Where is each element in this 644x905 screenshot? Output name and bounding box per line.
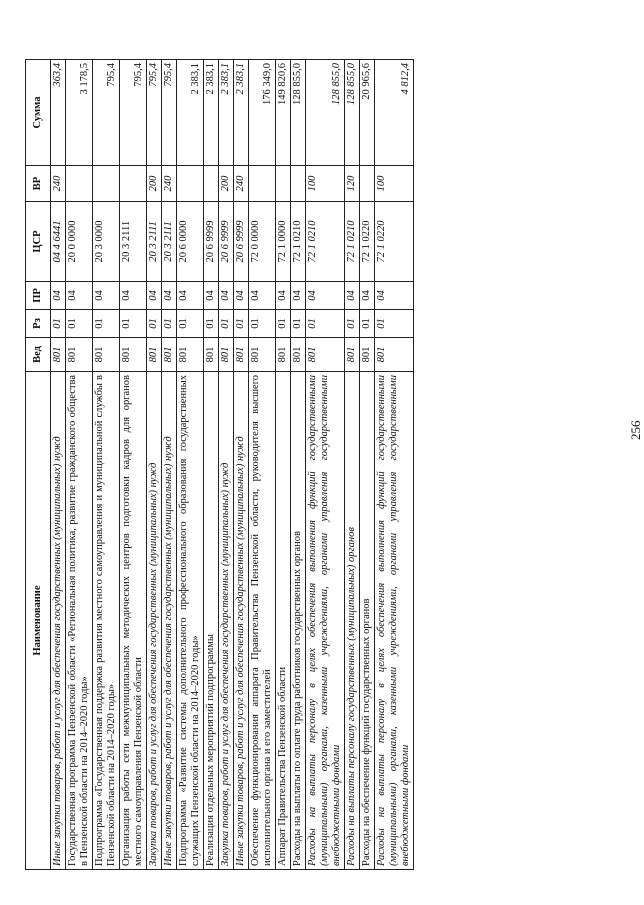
cell-csr: 72 1 0000 xyxy=(276,202,291,282)
cell-vr xyxy=(93,166,120,202)
cell-rz: 01 xyxy=(93,310,120,338)
cell-csr: 20 6 0000 xyxy=(177,202,204,282)
table-row xyxy=(66,60,93,870)
cell-name: Организация работы сети межмуниципальных методических центров подготовки кадров для органов местного самоуправления Пензенской области xyxy=(120,372,147,870)
cell-vr: 100 xyxy=(375,166,414,202)
table-row xyxy=(249,60,276,870)
cell-rz: 01 xyxy=(360,310,375,338)
cell-sum: 128 855,0 xyxy=(345,60,360,166)
cell-sum: 795,4 xyxy=(93,60,120,166)
cell-csr: 72 0 0000 xyxy=(249,202,276,282)
cell-rz: 01 xyxy=(234,310,249,338)
table-row xyxy=(306,60,345,870)
budget-table-container xyxy=(25,60,560,870)
cell-pr: 04 xyxy=(291,282,306,310)
cell-sum: 2 383,1 xyxy=(177,60,204,166)
cell-name: Подпрограмма «Государственная поддержка развития местного самоуправления и муниципальной службы в Пензенской области на 2014–2020 годы» xyxy=(93,372,120,870)
cell-csr: 20 3 2111 xyxy=(162,202,177,282)
table-row xyxy=(345,60,360,870)
cell-name: Аппарат Правительства Пензенской области xyxy=(276,372,291,870)
cell-ved: 801 xyxy=(147,338,162,372)
cell-sum: 795,4 xyxy=(162,60,177,166)
cell-ved: 801 xyxy=(375,338,414,372)
cell-pr: 04 xyxy=(360,282,375,310)
cell-rz: 01 xyxy=(147,310,162,338)
cell-ved: 801 xyxy=(276,338,291,372)
cell-pr: 04 xyxy=(66,282,93,310)
cell-name: Обеспечение функционирования аппарата Правительства Пензенской области, руководителя высшего исполнительного органа и его заместителей xyxy=(249,372,276,870)
cell-ved: 801 xyxy=(219,338,234,372)
cell-vr xyxy=(249,166,276,202)
cell-csr: 04 4 6441 xyxy=(51,202,66,282)
cell-pr: 04 xyxy=(249,282,276,310)
cell-ved: 801 xyxy=(51,338,66,372)
header-ved: Вед xyxy=(26,338,51,372)
cell-csr: 20 3 2111 xyxy=(147,202,162,282)
table-row xyxy=(234,60,249,870)
cell-rz: 01 xyxy=(219,310,234,338)
table-row xyxy=(93,60,120,870)
cell-pr: 04 xyxy=(204,282,219,310)
cell-sum: 176 349,0 xyxy=(249,60,276,166)
cell-sum: 2 383,1 xyxy=(234,60,249,166)
cell-rz: 01 xyxy=(120,310,147,338)
cell-ved: 801 xyxy=(291,338,306,372)
cell-sum: 149 820,6 xyxy=(276,60,291,166)
cell-name: Закупка товаров, работ и услуг для обеспечения государственных (муниципальных) нужд xyxy=(147,372,162,870)
cell-ved: 801 xyxy=(66,338,93,372)
cell-vr xyxy=(291,166,306,202)
cell-vr xyxy=(360,166,375,202)
cell-rz: 01 xyxy=(204,310,219,338)
table-row xyxy=(162,60,177,870)
table-header-row xyxy=(26,60,51,870)
budget-table xyxy=(25,59,414,870)
cell-vr xyxy=(276,166,291,202)
cell-pr: 04 xyxy=(345,282,360,310)
cell-csr: 20 6 9999 xyxy=(234,202,249,282)
cell-vr: 240 xyxy=(162,166,177,202)
cell-rz: 01 xyxy=(345,310,360,338)
cell-ved: 801 xyxy=(162,338,177,372)
cell-csr: 72 1 0210 xyxy=(345,202,360,282)
table-row xyxy=(276,60,291,870)
cell-sum: 20 965,6 xyxy=(360,60,375,166)
cell-ved: 801 xyxy=(234,338,249,372)
cell-ved: 801 xyxy=(306,338,345,372)
cell-csr: 20 6 9999 xyxy=(219,202,234,282)
cell-sum: 2 383,1 xyxy=(219,60,234,166)
cell-vr: 240 xyxy=(51,166,66,202)
cell-ved: 801 xyxy=(177,338,204,372)
cell-rz: 01 xyxy=(249,310,276,338)
cell-ved: 801 xyxy=(120,338,147,372)
cell-vr xyxy=(177,166,204,202)
cell-ved: 801 xyxy=(204,338,219,372)
cell-rz: 01 xyxy=(276,310,291,338)
cell-vr xyxy=(66,166,93,202)
cell-pr: 04 xyxy=(219,282,234,310)
cell-sum: 363,4 xyxy=(51,60,66,166)
cell-pr: 04 xyxy=(306,282,345,310)
cell-name: Расходы на обеспечение функций государственных органов xyxy=(360,372,375,870)
cell-ved: 801 xyxy=(345,338,360,372)
cell-name: Закупка товаров, работ и услуг для обеспечения государственных (муниципальных) нужд xyxy=(219,372,234,870)
table-row xyxy=(375,60,414,870)
cell-csr: 20 3 2111 xyxy=(120,202,147,282)
cell-rz: 01 xyxy=(66,310,93,338)
cell-csr: 72 1 0220 xyxy=(360,202,375,282)
cell-csr: 20 6 9999 xyxy=(204,202,219,282)
cell-name: Реализация отдельных мероприятий подпрограммы xyxy=(204,372,219,870)
cell-csr: 72 1 0210 xyxy=(291,202,306,282)
cell-vr: 240 xyxy=(234,166,249,202)
header-rz: Рз xyxy=(26,310,51,338)
cell-csr: 20 0 0000 xyxy=(66,202,93,282)
cell-rz: 01 xyxy=(51,310,66,338)
cell-pr: 04 xyxy=(177,282,204,310)
header-csr: ЦСР xyxy=(26,202,51,282)
table-row xyxy=(360,60,375,870)
cell-ved: 801 xyxy=(249,338,276,372)
table-row xyxy=(147,60,162,870)
cell-vr xyxy=(120,166,147,202)
table-row xyxy=(219,60,234,870)
cell-rz: 01 xyxy=(291,310,306,338)
cell-rz: 01 xyxy=(375,310,414,338)
cell-sum: 795,4 xyxy=(147,60,162,166)
header-vr: ВР xyxy=(26,166,51,202)
cell-vr: 200 xyxy=(219,166,234,202)
table-row xyxy=(120,60,147,870)
cell-name: Государственная программа Пензенской области «Региональная политика, развитие гражданского общества в Пензенской области на 2014–2020 годы» xyxy=(66,372,93,870)
page-number: 256 xyxy=(628,420,643,440)
cell-rz: 01 xyxy=(177,310,204,338)
cell-sum: 2 383,1 xyxy=(204,60,219,166)
cell-csr: 72 1 0220 xyxy=(375,202,414,282)
cell-pr: 04 xyxy=(120,282,147,310)
cell-name: Иные закупки товаров, работ и услуг для обеспечения государственных (муниципальных) нужд xyxy=(162,372,177,870)
cell-name: Иные закупки товаров, работ и услуг для обеспечения государственных (муниципальных) нужд xyxy=(234,372,249,870)
table-row xyxy=(291,60,306,870)
cell-pr: 04 xyxy=(51,282,66,310)
cell-csr: 20 3 0000 xyxy=(93,202,120,282)
cell-rz: 01 xyxy=(162,310,177,338)
cell-sum: 3 178,5 xyxy=(66,60,93,166)
cell-name: Расходы на выплаты персоналу в целях обеспечения выполнения функций государственными (муниципальными) органами, казенными учреждениями, органами управления государственными внебюджетными фондами xyxy=(306,372,345,870)
cell-sum: 795,4 xyxy=(120,60,147,166)
table-row xyxy=(51,60,66,870)
header-name: Наименование xyxy=(26,372,51,870)
cell-name: Иные закупки товаров, работ и услуг для обеспечения государственных (муниципальных) нужд xyxy=(51,372,66,870)
cell-vr: 200 xyxy=(147,166,162,202)
cell-vr: 120 xyxy=(345,166,360,202)
cell-ved: 801 xyxy=(360,338,375,372)
table-body xyxy=(51,60,414,870)
cell-sum: 4 812,4 xyxy=(375,60,414,166)
cell-vr xyxy=(204,166,219,202)
cell-name: Расходы на выплаты персоналу в целях обеспечения выполнения функций государственными (муниципальными) органами, казенными учреждениями, органами управления государственными внебюджетными фондами xyxy=(375,372,414,870)
table-row xyxy=(204,60,219,870)
cell-rz: 01 xyxy=(306,310,345,338)
cell-ved: 801 xyxy=(93,338,120,372)
cell-pr: 04 xyxy=(234,282,249,310)
cell-pr: 04 xyxy=(93,282,120,310)
cell-sum: 128 855,0 xyxy=(306,60,345,166)
cell-name: Расходы на выплаты персоналу государственных (муниципальных) органов xyxy=(345,372,360,870)
table-row xyxy=(177,60,204,870)
cell-pr: 04 xyxy=(162,282,177,310)
header-sum: Сумма xyxy=(26,60,51,166)
cell-name: Расходы на выплаты по оплате труда работников государственных органов xyxy=(291,372,306,870)
cell-csr: 72 1 0210 xyxy=(306,202,345,282)
cell-pr: 04 xyxy=(375,282,414,310)
cell-name: Подпрограмма «Развитие системы дополнительного профессионального образования государственных служащих Пензенской области на 2014–2020 годы» xyxy=(177,372,204,870)
header-pr: ПР xyxy=(26,282,51,310)
cell-vr: 100 xyxy=(306,166,345,202)
cell-sum: 128 855,0 xyxy=(291,60,306,166)
cell-pr: 04 xyxy=(276,282,291,310)
cell-pr: 04 xyxy=(147,282,162,310)
